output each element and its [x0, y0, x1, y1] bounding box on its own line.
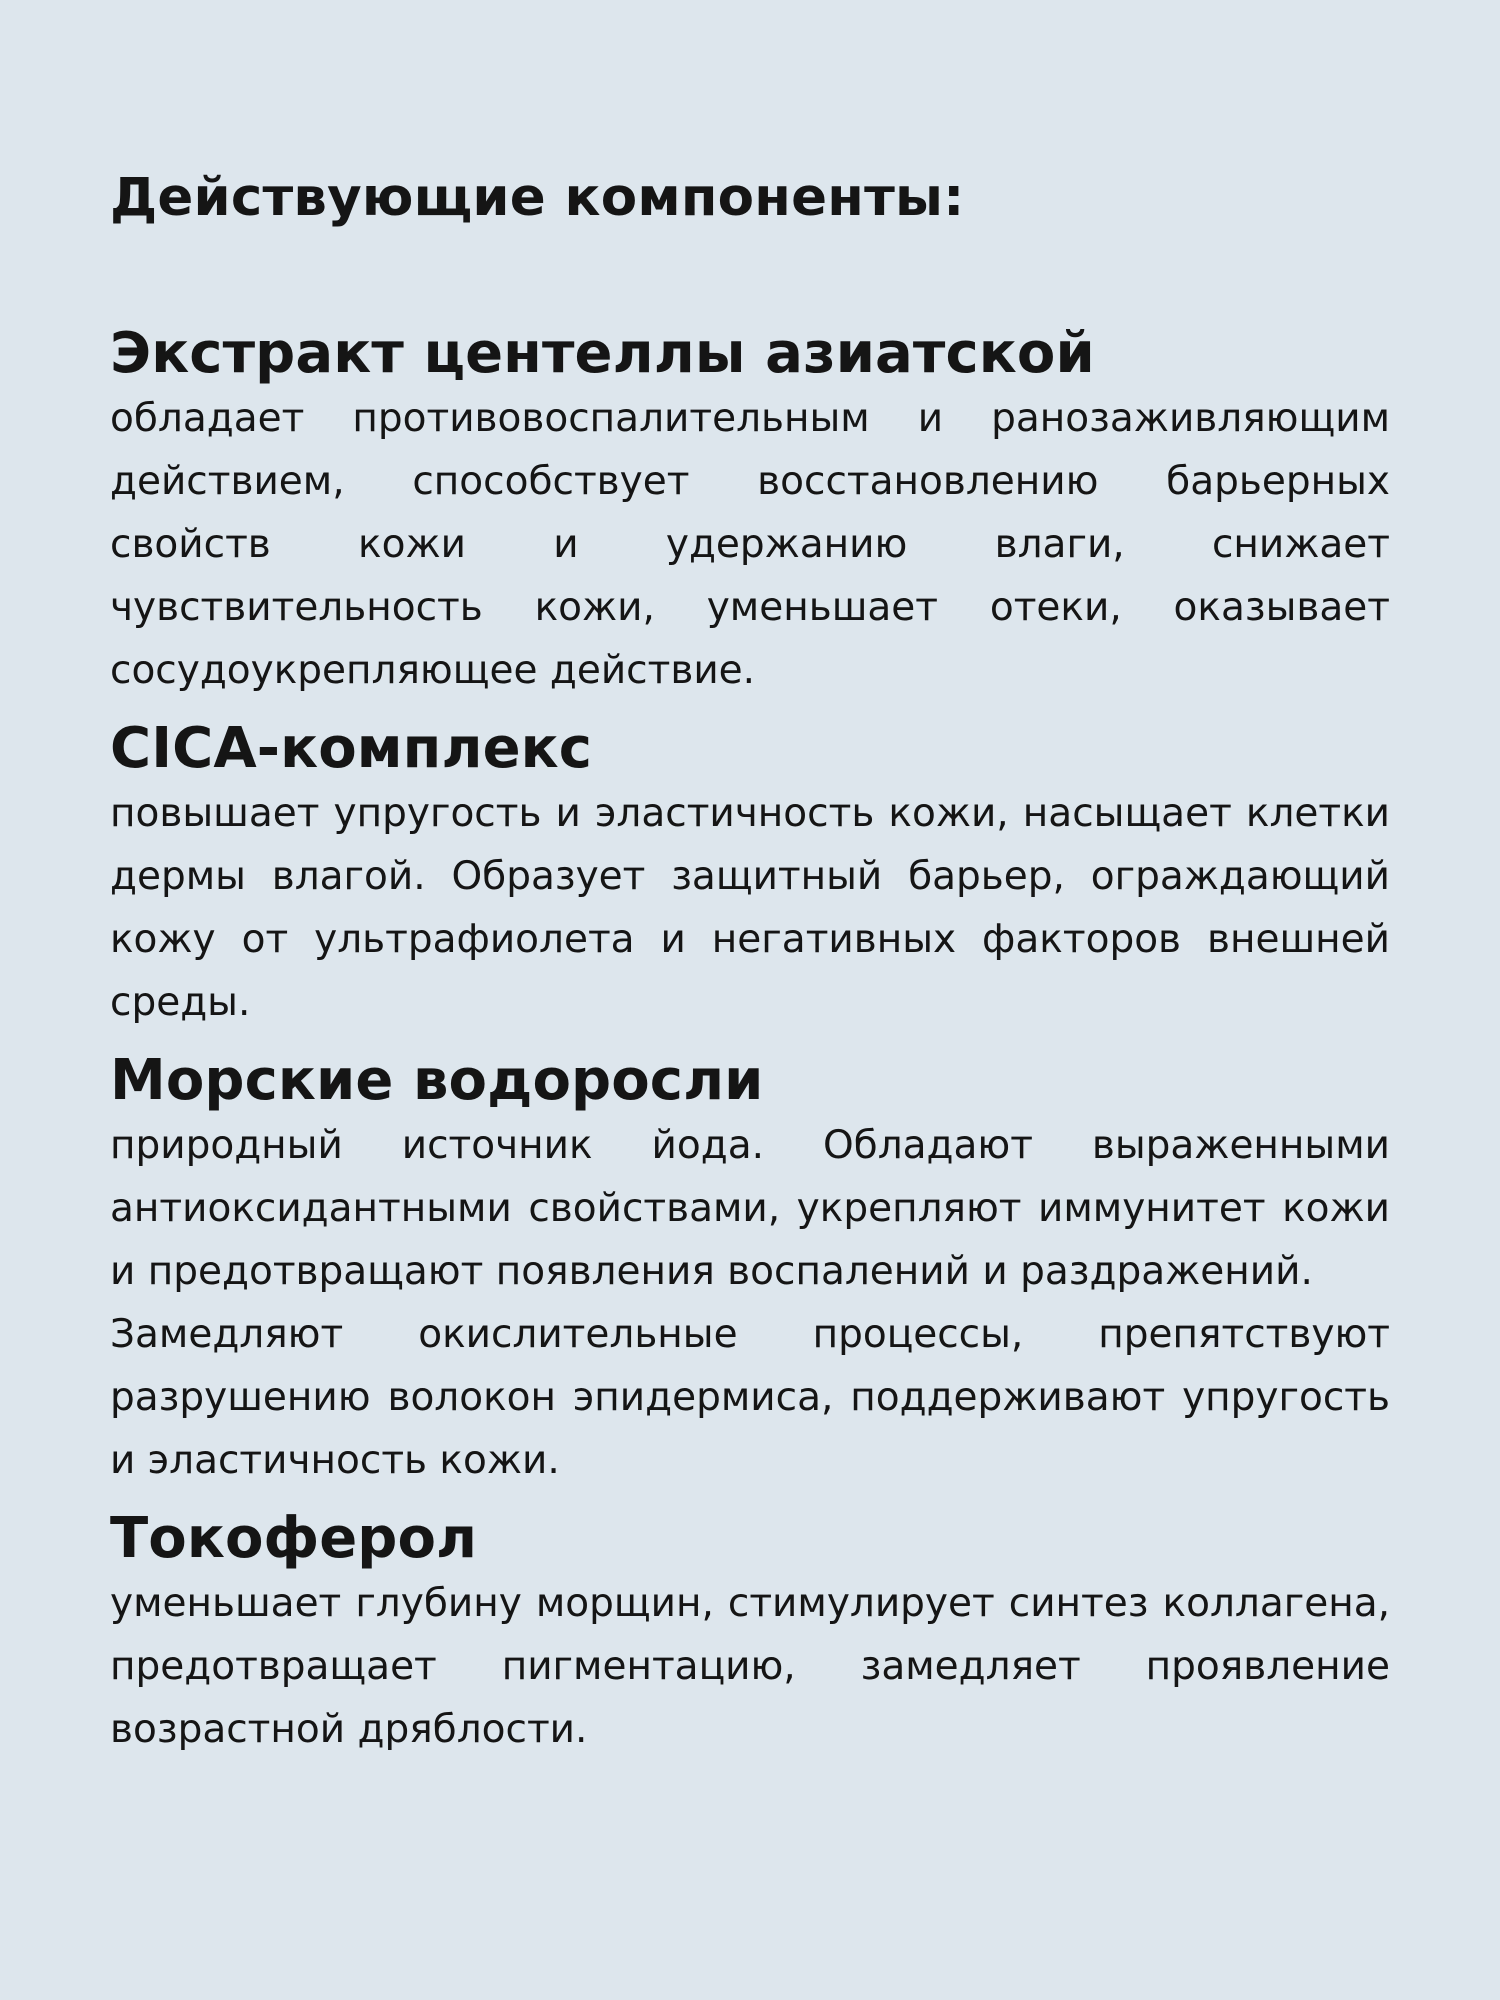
- section-title-cica: CICA-комплекс: [110, 716, 593, 782]
- section-title-centella: Экстракт центеллы азиатской: [110, 320, 1095, 386]
- section-text-cica: повышает упругость и эластичность кожи, насыщает клетки дермы влагой. Образует защитный барьер, ограждающий кожу от ультрафиолета и негативных факторов внешней среды.: [110, 791, 1390, 1026]
- section-title-seaweed: Морские водоросли: [110, 1048, 764, 1114]
- page-title: Действующие компоненты:: [110, 167, 965, 228]
- component-section-seaweed: [110, 1048, 1390, 1492]
- section-text-seaweed-part-1: природный источник йода. Обладают выраженными антиоксидантными свойствами, укрепляют иммунитет кожи и предотвращают появления воспалений и раздражений.: [110, 1123, 1390, 1295]
- component-section-tocopherol: [110, 1506, 1390, 1761]
- section-text-tocopherol: уменьшает глубину морщин, стимулирует синтез коллагена, предотвращает пигментацию, замедляет проявление возрастной дряблости.: [110, 1581, 1390, 1753]
- section-title-tocopherol: Токоферол: [110, 1506, 478, 1572]
- section-text-centella: обладает противовоспалительным и ранозаживляющим действием, способствует восстановлению барьерных свойств кожи и удержанию влаги, снижает чувствительность кожи, уменьшает отеки, оказывает сосудоукрепляющее действие.: [110, 396, 1390, 694]
- component-section-cica: [110, 716, 1390, 1034]
- section-text-seaweed-part-2: Замедляют окислительные процессы, препятствуют разрушению волокон эпидермиса, поддерживают упругость и эластичность кожи.: [110, 1312, 1390, 1484]
- component-section-centella: [110, 321, 1390, 702]
